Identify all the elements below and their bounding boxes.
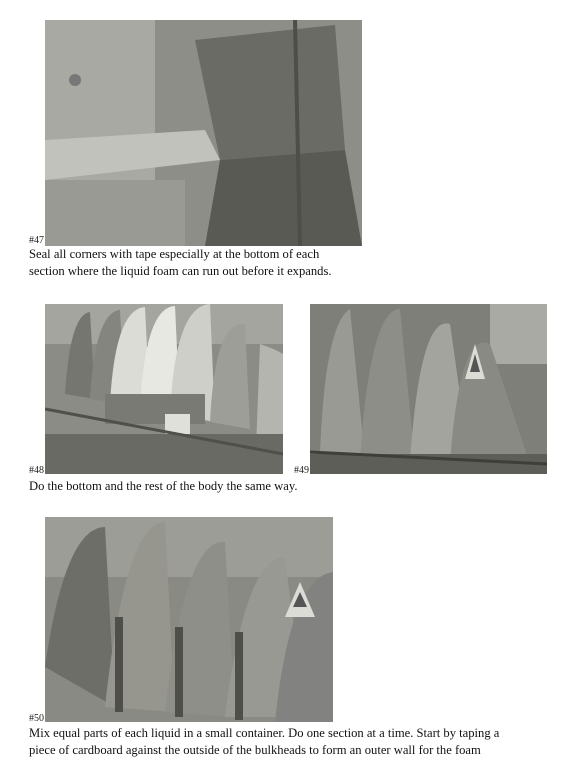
caption-47-line-1: Seal all corners with tape especially at the bottom of each <box>29 247 320 261</box>
figure-label-48: #48 <box>29 465 44 476</box>
caption-50-line-2: piece of cardboard against the outside of the bulkheads to form an outer wall for the foam <box>29 743 481 757</box>
photo-50-image <box>45 517 333 722</box>
photo-49-image <box>310 304 547 474</box>
photo-50 <box>45 517 333 722</box>
caption-47-line-2: section where the liquid foam can run out before it expands. <box>29 264 332 278</box>
photo-48 <box>45 304 283 474</box>
photo-49 <box>310 304 547 474</box>
caption-50-line-1: Mix equal parts of each liquid in a small container. Do one section at a time. Start by taping a <box>29 726 500 740</box>
figure-label-47: #47 <box>29 235 44 246</box>
caption-48-49: Do the bottom and the rest of the body the same way. <box>29 479 298 493</box>
photo-47-image <box>45 20 362 246</box>
figure-label-50: #50 <box>29 713 44 724</box>
photo-48-image <box>45 304 283 474</box>
photo-47 <box>45 20 362 246</box>
figure-label-49: #49 <box>294 465 309 476</box>
